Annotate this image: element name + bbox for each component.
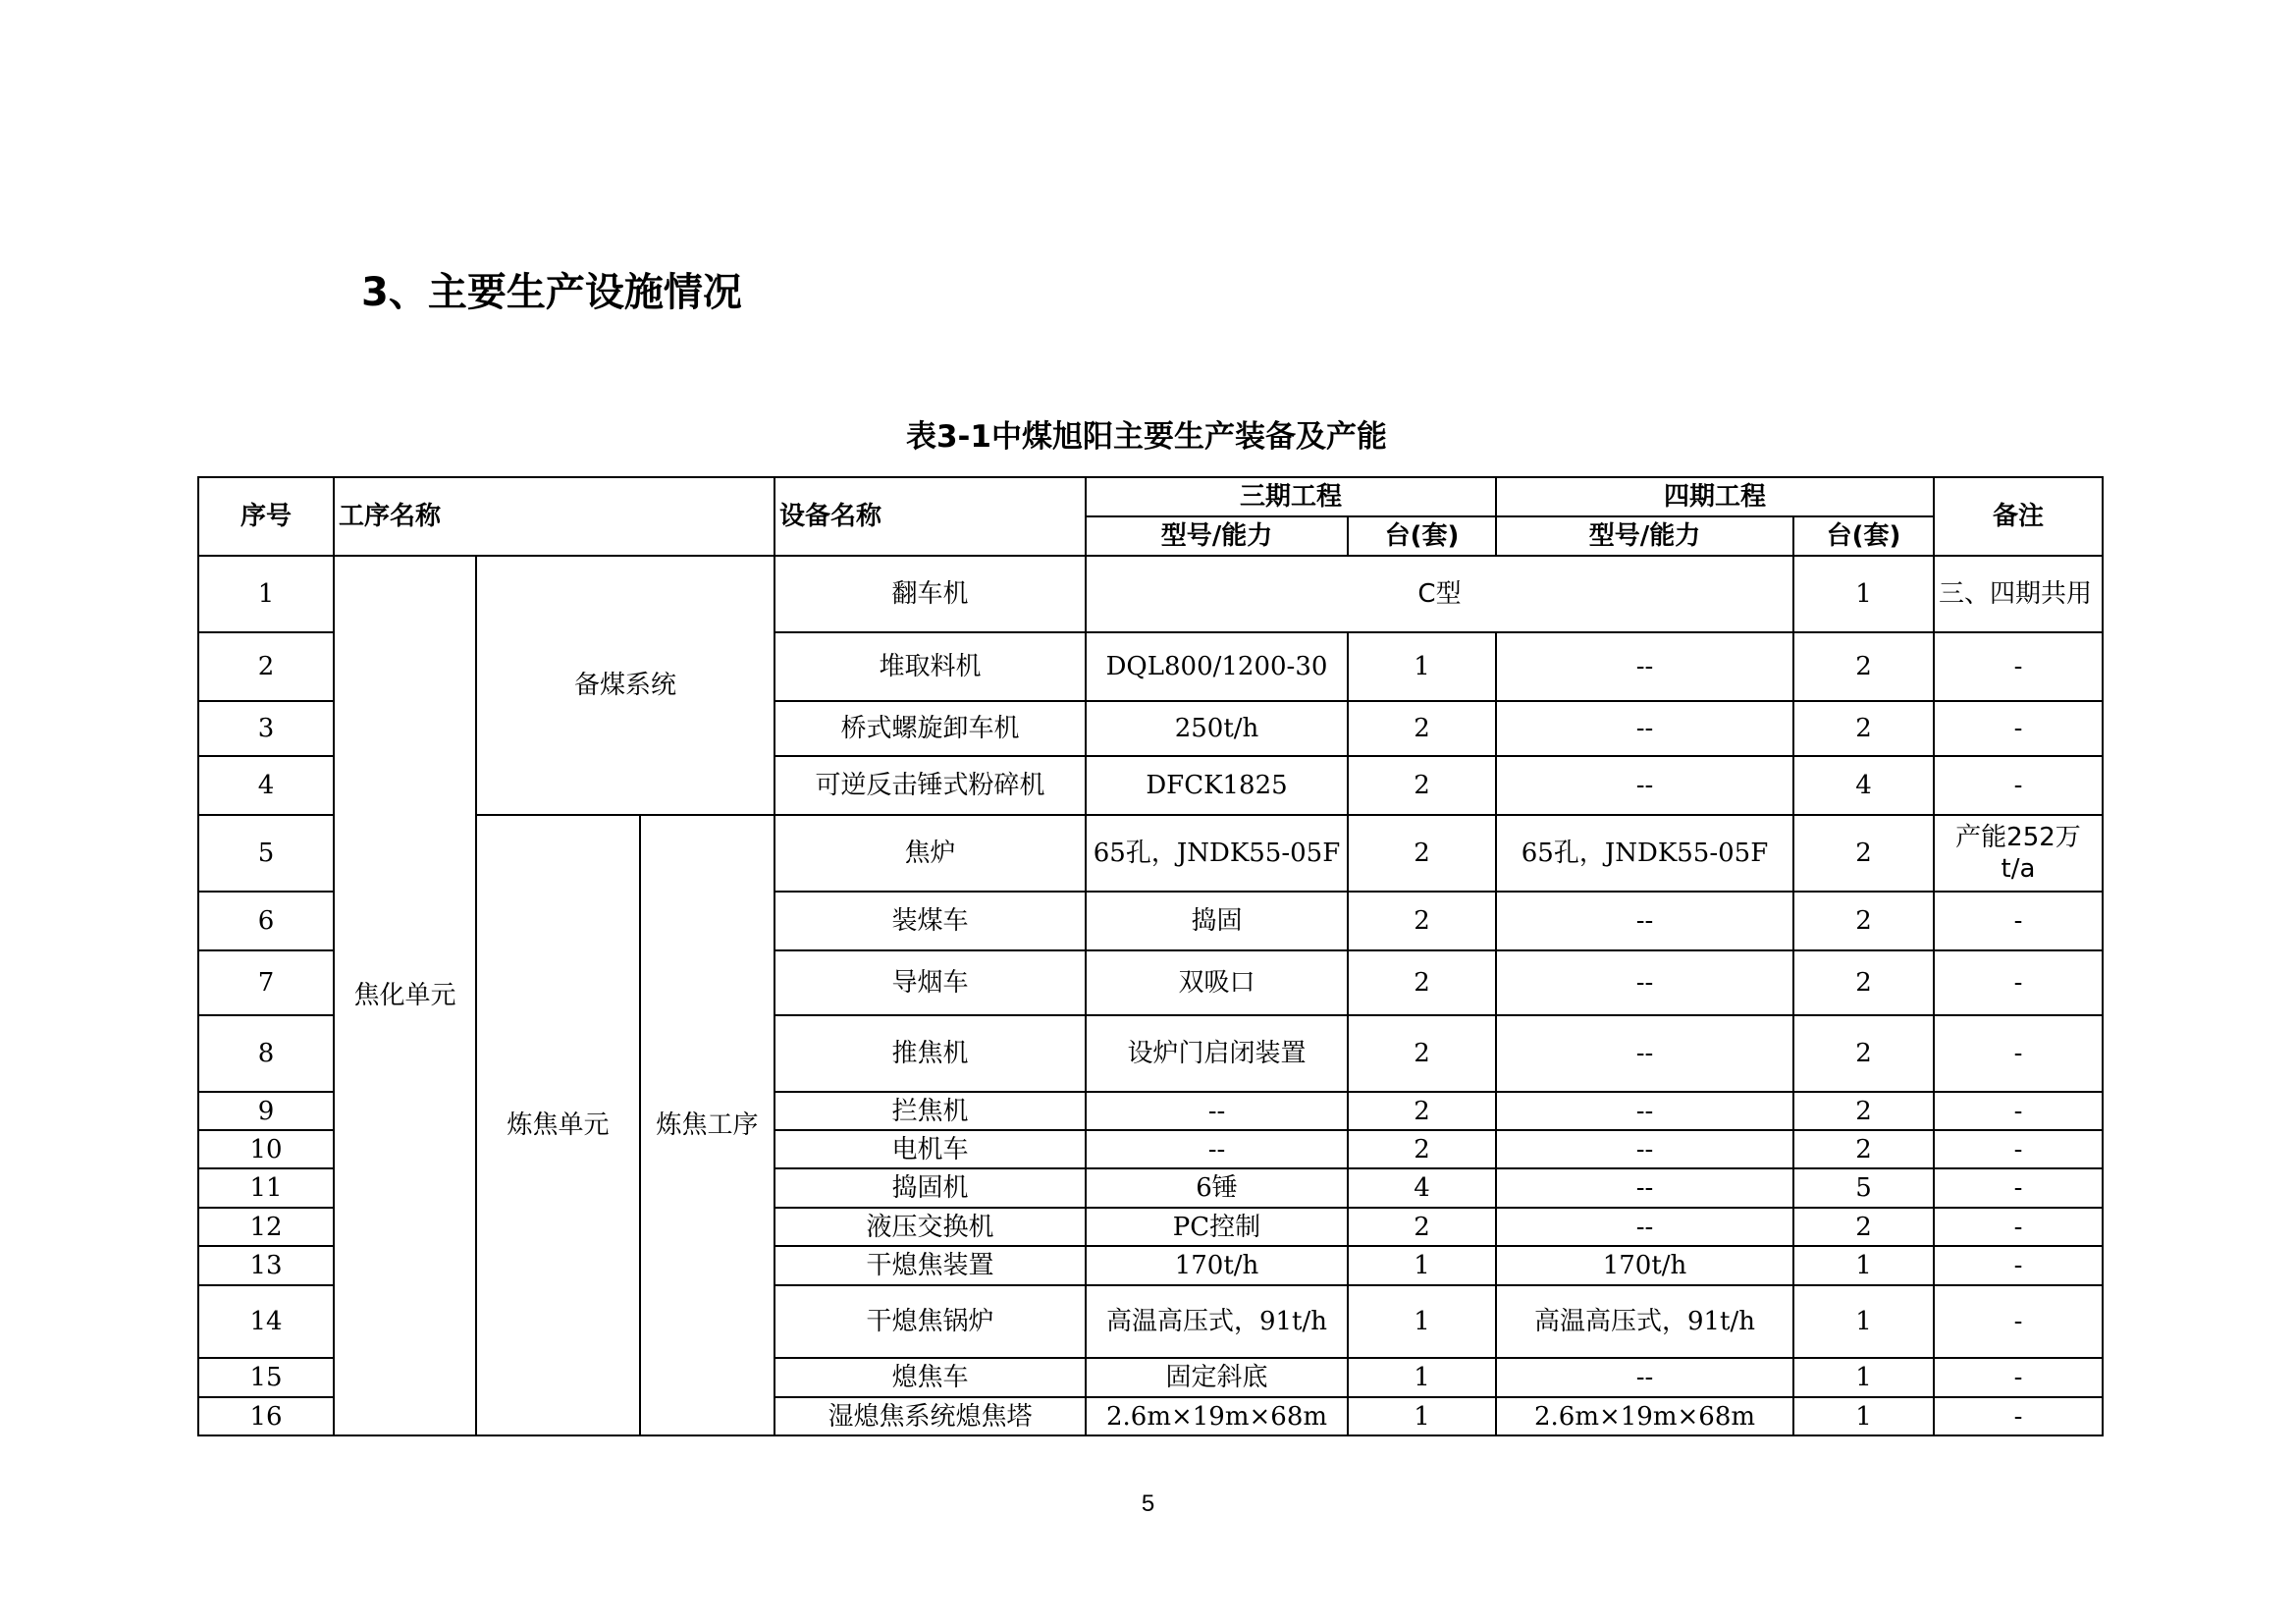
cell-phase4-model: -- xyxy=(1496,1130,1793,1168)
cell-remark: - xyxy=(1934,950,2103,1015)
cell-phase4-model: 高温高压式，91t/h xyxy=(1496,1285,1793,1358)
cell-equipment-name: 湿熄焦系统熄焦塔 xyxy=(774,1397,1086,1435)
cell-equipment-name: 导烟车 xyxy=(774,950,1086,1015)
cell-phase4-qty: 2 xyxy=(1793,1015,1934,1092)
cell-phase3-qty: 1 xyxy=(1348,632,1496,701)
cell-seq: 10 xyxy=(198,1130,334,1168)
cell-equipment-name: 干熄焦装置 xyxy=(774,1246,1086,1285)
cell-phase3-model: PC控制 xyxy=(1086,1208,1348,1246)
cell-seq: 8 xyxy=(198,1015,334,1092)
cell-phase4-qty: 2 xyxy=(1793,1092,1934,1130)
cell-phase4-qty: 2 xyxy=(1793,632,1934,701)
cell-seq: 14 xyxy=(198,1285,334,1358)
cell-remark: - xyxy=(1934,1285,2103,1358)
cell-phase4-model: 170t/h xyxy=(1496,1246,1793,1285)
table-caption: 表3-1中煤旭阳主要生产装备及产能 xyxy=(905,419,1387,455)
cell-phase3-model: 2.6m×19m×68m xyxy=(1086,1397,1348,1435)
cell-phase3-qty: 2 xyxy=(1348,756,1496,815)
cell-phase3-model: 捣固 xyxy=(1086,892,1348,950)
cell-equipment-name: 电机车 xyxy=(774,1130,1086,1168)
cell-phase4-qty: 1 xyxy=(1793,1246,1934,1285)
cell-seq: 6 xyxy=(198,892,334,950)
cell-seq: 11 xyxy=(198,1168,334,1208)
header-equipment: 设备名称 xyxy=(774,477,1086,556)
cell-remark: - xyxy=(1934,1208,2103,1246)
cell-phase4-qty: 1 xyxy=(1793,1285,1934,1358)
cell-phase3-qty: 2 xyxy=(1348,892,1496,950)
cell-seq: 9 xyxy=(198,1092,334,1130)
table-row xyxy=(198,556,2103,632)
group-coal-prep: 备煤系统 xyxy=(476,556,774,815)
cell-seq: 2 xyxy=(198,632,334,701)
cell-phase3-model: DQL800/1200-30 xyxy=(1086,632,1348,701)
cell-phase4-qty: 4 xyxy=(1793,756,1934,815)
cell-phase4-qty: 1 xyxy=(1793,1358,1934,1397)
cell-phase4-model: -- xyxy=(1496,892,1793,950)
group-coke-unit: 炼焦单元 xyxy=(476,815,640,1435)
cell-phase4-qty: 5 xyxy=(1793,1168,1934,1208)
cell-phase4-qty: 1 xyxy=(1793,556,1934,632)
table-row xyxy=(198,815,2103,892)
cell-phase3-model: 250t/h xyxy=(1086,701,1348,756)
cell-phase4-model: -- xyxy=(1496,1168,1793,1208)
header-phase4-model: 型号/能力 xyxy=(1496,516,1793,556)
cell-remark: - xyxy=(1934,632,2103,701)
header-phase3-model: 型号/能力 xyxy=(1086,516,1348,556)
cell-remark: 产能252万t/a xyxy=(1934,815,2103,892)
cell-phase4-qty: 2 xyxy=(1793,1130,1934,1168)
cell-phase4-model: -- xyxy=(1496,1092,1793,1130)
cell-seq: 4 xyxy=(198,756,334,815)
cell-phase4-model: 2.6m×19m×68m xyxy=(1496,1397,1793,1435)
cell-phase4-model: -- xyxy=(1496,1015,1793,1092)
cell-phase4-qty: 2 xyxy=(1793,1208,1934,1246)
cell-phase3-qty: 2 xyxy=(1348,701,1496,756)
cell-phase4-model: 65孔，JNDK55-05F xyxy=(1496,815,1793,892)
header-phase4: 四期工程 xyxy=(1496,477,1934,516)
cell-phase3-model: 设炉门启闭装置 xyxy=(1086,1015,1348,1092)
cell-phase3-model: 高温高压式，91t/h xyxy=(1086,1285,1348,1358)
cell-remark: - xyxy=(1934,892,2103,950)
group-coke-process: 炼焦工序 xyxy=(640,815,774,1435)
cell-phase3-qty: 2 xyxy=(1348,815,1496,892)
cell-phase3-model: -- xyxy=(1086,1130,1348,1168)
group-coking-unit: 焦化单元 xyxy=(334,556,476,1435)
page-number: 5 xyxy=(1141,1490,1155,1517)
cell-phase4-model: -- xyxy=(1496,1358,1793,1397)
cell-equipment-name: 堆取料机 xyxy=(774,632,1086,701)
header-phase3-qty: 台(套) xyxy=(1348,516,1496,556)
cell-equipment-name: 焦炉 xyxy=(774,815,1086,892)
cell-phase4-model: -- xyxy=(1496,632,1793,701)
header-phase4-qty: 台(套) xyxy=(1793,516,1934,556)
cell-phase3-qty: 2 xyxy=(1348,950,1496,1015)
section-heading: 3、主要生产设施情况 xyxy=(361,270,742,315)
cell-phase3-model: 固定斜底 xyxy=(1086,1358,1348,1397)
equipment-table xyxy=(197,476,2104,1436)
cell-equipment-name: 桥式螺旋卸车机 xyxy=(774,701,1086,756)
header-remark: 备注 xyxy=(1934,477,2103,556)
cell-remark: - xyxy=(1934,1246,2103,1285)
cell-phase3-model: -- xyxy=(1086,1092,1348,1130)
cell-phase4-qty: 2 xyxy=(1793,950,1934,1015)
cell-equipment-name: 装煤车 xyxy=(774,892,1086,950)
cell-remark: - xyxy=(1934,701,2103,756)
cell-remark: - xyxy=(1934,1092,2103,1130)
cell-equipment-name: 熄焦车 xyxy=(774,1358,1086,1397)
cell-seq: 3 xyxy=(198,701,334,756)
cell-phase4-model: -- xyxy=(1496,756,1793,815)
cell-phase3-qty: 2 xyxy=(1348,1130,1496,1168)
cell-remark: 三、四期共用 xyxy=(1934,556,2103,632)
cell-seq: 13 xyxy=(198,1246,334,1285)
cell-phase4-model: -- xyxy=(1496,1208,1793,1246)
cell-phase3-model: 6锤 xyxy=(1086,1168,1348,1208)
cell-seq: 15 xyxy=(198,1358,334,1397)
cell-phase3-model: 170t/h xyxy=(1086,1246,1348,1285)
cell-phase3-qty: 1 xyxy=(1348,1358,1496,1397)
cell-merged-model: C型 xyxy=(1086,556,1793,632)
cell-equipment-name: 推焦机 xyxy=(774,1015,1086,1092)
cell-remark: - xyxy=(1934,756,2103,815)
cell-phase3-model: 双吸口 xyxy=(1086,950,1348,1015)
cell-equipment-name: 可逆反击锤式粉碎机 xyxy=(774,756,1086,815)
cell-phase3-model: DFCK1825 xyxy=(1086,756,1348,815)
cell-seq: 5 xyxy=(198,815,334,892)
cell-equipment-name: 捣固机 xyxy=(774,1168,1086,1208)
cell-equipment-name: 拦焦机 xyxy=(774,1092,1086,1130)
cell-phase3-qty: 1 xyxy=(1348,1397,1496,1435)
cell-phase4-qty: 1 xyxy=(1793,1397,1934,1435)
cell-phase3-qty: 2 xyxy=(1348,1208,1496,1246)
cell-seq: 16 xyxy=(198,1397,334,1435)
cell-equipment-name: 干熄焦锅炉 xyxy=(774,1285,1086,1358)
cell-phase3-qty: 1 xyxy=(1348,1246,1496,1285)
cell-phase3-qty: 2 xyxy=(1348,1092,1496,1130)
cell-phase4-model: -- xyxy=(1496,950,1793,1015)
cell-remark: - xyxy=(1934,1130,2103,1168)
cell-remark: - xyxy=(1934,1397,2103,1435)
cell-phase3-model: 65孔，JNDK55-05F xyxy=(1086,815,1348,892)
cell-equipment-name: 翻车机 xyxy=(774,556,1086,632)
cell-phase3-qty: 2 xyxy=(1348,1015,1496,1092)
cell-phase4-model: -- xyxy=(1496,701,1793,756)
cell-seq: 12 xyxy=(198,1208,334,1246)
cell-phase4-qty: 2 xyxy=(1793,701,1934,756)
header-phase3: 三期工程 xyxy=(1086,477,1496,516)
cell-seq: 7 xyxy=(198,950,334,1015)
cell-remark: - xyxy=(1934,1168,2103,1208)
cell-phase3-qty: 1 xyxy=(1348,1285,1496,1358)
cell-phase4-qty: 2 xyxy=(1793,892,1934,950)
cell-phase3-qty: 4 xyxy=(1348,1168,1496,1208)
header-seq: 序号 xyxy=(198,477,334,556)
cell-remark: - xyxy=(1934,1015,2103,1092)
cell-remark: - xyxy=(1934,1358,2103,1397)
cell-seq: 1 xyxy=(198,556,334,632)
header-process: 工序名称 xyxy=(334,477,774,556)
cell-equipment-name: 液压交换机 xyxy=(774,1208,1086,1246)
cell-phase4-qty: 2 xyxy=(1793,815,1934,892)
